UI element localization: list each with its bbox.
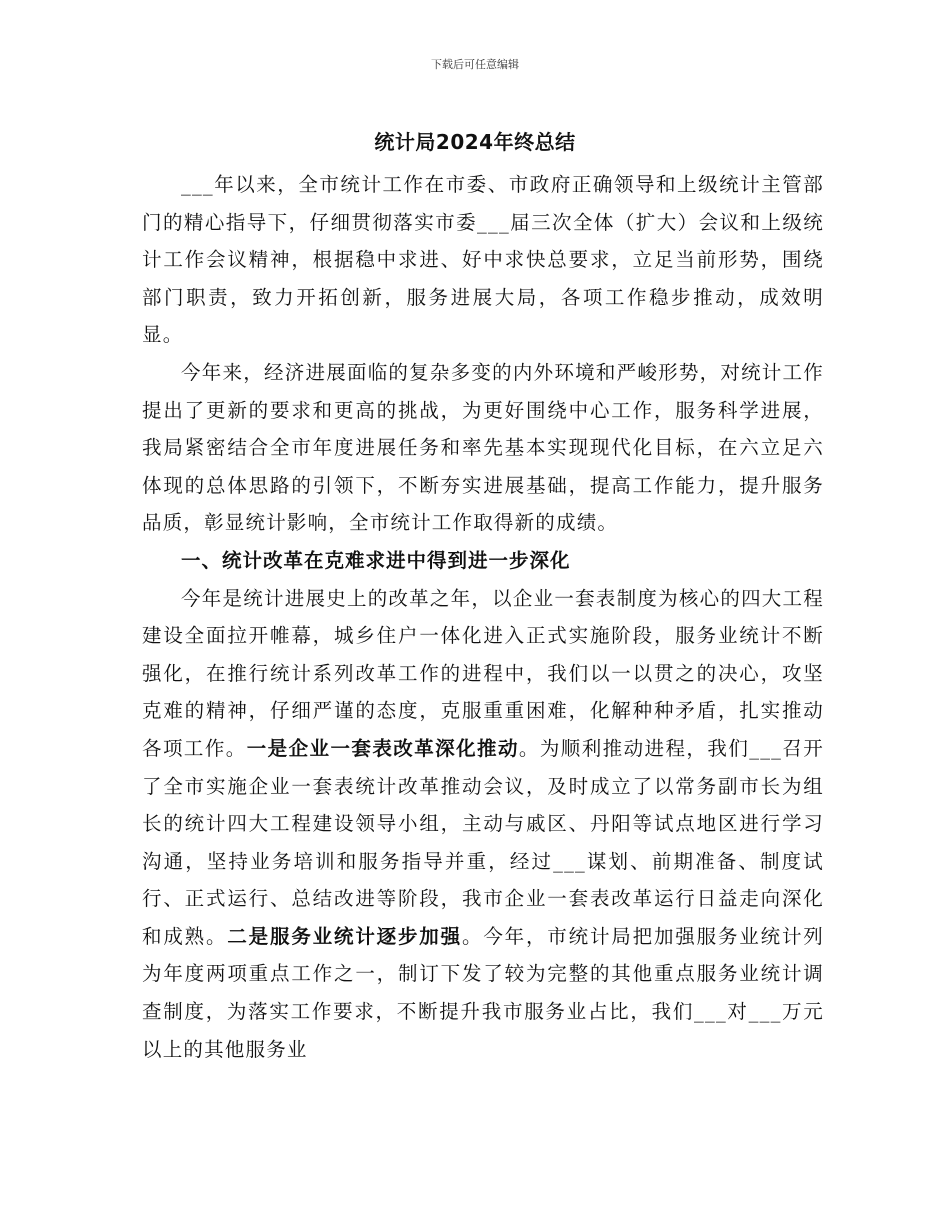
section-heading: 一、统计改革在克难求进中得到进一步深化 — [181, 548, 571, 572]
reform-text-b: 。为顺利推动进程，我们___召开了全市实施企业一套表统计改革推动会议，及时成立了以常务副市长为组长的统计四大工程建设领导小组，主动与戚区、丹阳等试点地区进行学习沟通，坚持业务培训和服务指导并重，经过___谋划、前期准备、制度试行、正式运行、总结改进等阶段，我市企业一套表改革运行日益走向深化和成熟。 — [142, 736, 824, 948]
reform-point-two: 二是服务业统计逐步加强 — [227, 924, 462, 948]
document-title: 统计局2024年终总结 — [374, 130, 576, 154]
reform-point-one: 一是企业一套表改革深化推动 — [246, 736, 519, 760]
header-note: 下载后可任意编辑 — [431, 58, 519, 71]
paragraph-intro: ___年以来，全市统计工作在市委、市政府正确领导和上级统计主管部门的精心指导下，仔细贯彻落实市委___届三次全体（扩大）会议和上级统计工作会议精神，根据稳中求进、好中求快总要求，立足当前形势，围绕部门职责，致力开拓创新，服务进展大局，各项工作稳步推动，成效明显。 — [142, 173, 824, 347]
reform-text-a: 今年是统计进展史上的改革之年，以企业一套表制度为核心的四大工程建设全面拉开帷幕，城乡住户一体化进入正式实施阶段，服务业统计不断强化，在推行统计系列改革工作的进程中，我们以一以贯之的决心，攻坚克难的精神，仔细严谨的态度，克服重重困难，化解种种矛盾，扎实推动各项工作。 — [142, 586, 824, 760]
paragraph-reform — [142, 580, 824, 1069]
paragraph-context: 今年来，经济进展面临的复杂多变的内外环境和严峻形势，对统计工作提出了更新的要求和更高的挑战，为更好围绕中心工作，服务科学进展，我局紧密结合全市年度进展任务和率先基本实现现代化目标，在六立足六体现的总体思路的引领下，不断夯实进展基础，提高工作能力，提升服务品质，彰显统计影响，全市统计工作取得新的成绩。 — [142, 360, 824, 535]
document-body — [142, 166, 824, 1068]
reform-text-c: 。今年，市统计局把加强服务业统计列为年度两项重点工作之一，制订下发了较为完整的其他重点服务业统计调查制度，为落实工作要求，不断提升我市服务业占比，我们___对___万元以上的其他服务业 — [142, 924, 824, 1061]
